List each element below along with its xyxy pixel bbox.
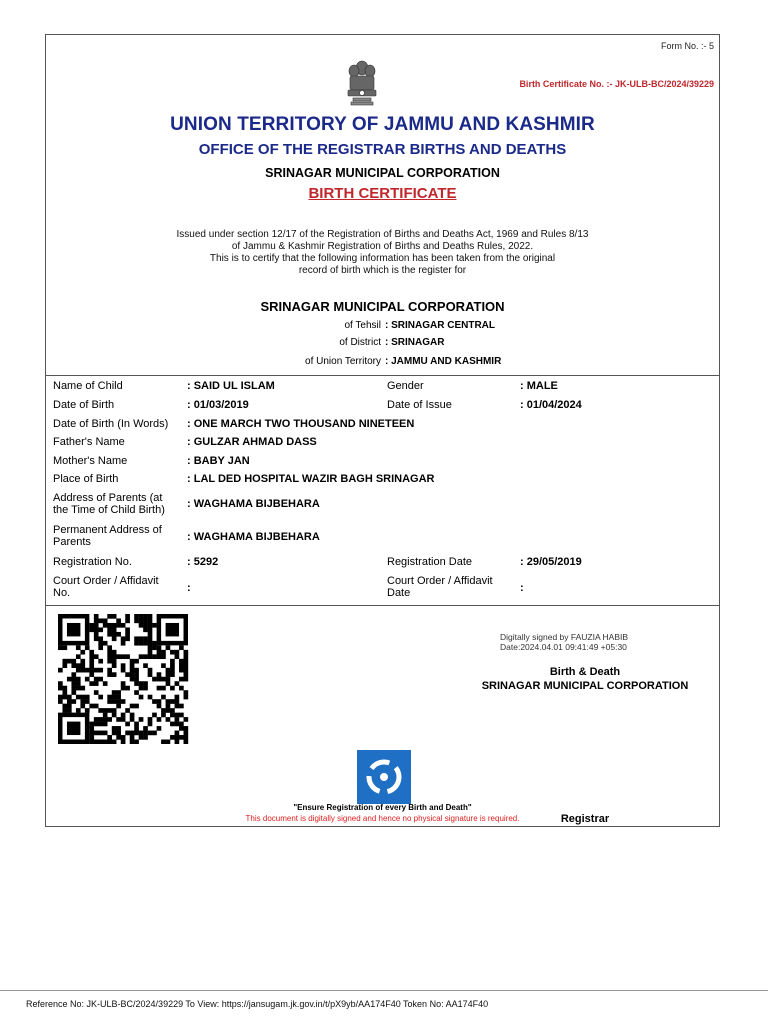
- ut-title: UNION TERRITORY OF JAMMU AND KASHMIR: [170, 114, 595, 135]
- ut-label: of Union Territory: [305, 356, 381, 367]
- doi-value: : 01/04/2024: [520, 399, 582, 411]
- tehsil-label: of Tehsil: [344, 320, 381, 331]
- ut-row: [45, 356, 720, 372]
- permanent-address-value: : WAGHAMA BIJBEHARA: [187, 531, 320, 543]
- dob-words-value: : ONE MARCH TWO THOUSAND NINETEEN: [187, 418, 415, 430]
- pob-label: Place of Birth: [53, 473, 119, 485]
- pob-value: : LAL DED HOSPITAL WAZIR BAGH SRINAGAR: [187, 473, 435, 485]
- details-table: [45, 375, 720, 606]
- ut-value: : JAMMU AND KASHMIR: [385, 356, 502, 367]
- gender-label: Gender: [387, 380, 424, 392]
- issued-line: This is to certify that the following information has been taken from the original: [209, 253, 556, 264]
- address-label: [53, 492, 165, 516]
- mother-label: Mother's Name: [53, 455, 128, 467]
- issued-statement: [45, 229, 720, 277]
- district-value: : SRINAGAR: [385, 337, 445, 348]
- address-label-line: Address of Parents (at: [53, 492, 163, 504]
- issued-line: record of birth which is the register for: [298, 265, 467, 276]
- registration-no-value: : 5292: [187, 556, 219, 568]
- digital-signature-line: Date:2024.04.01 09:41:49 +05:30: [500, 642, 627, 652]
- court-order-label: [53, 575, 159, 599]
- qr-code-icon[interactable]: [55, 614, 191, 744]
- court-order-label-line: No.: [53, 587, 71, 599]
- father-value: : GULZAR AHMAD DASS: [187, 436, 317, 448]
- office-title: OFFICE OF THE REGISTRAR BIRTHS AND DEATHS: [198, 141, 567, 158]
- permanent-address-label: [53, 524, 162, 548]
- mother-value: : BABY JAN: [187, 455, 250, 467]
- register-corporation: SRINAGAR MUNICIPAL CORPORATION: [260, 299, 505, 314]
- address-value: : WAGHAMA BIJBEHARA: [187, 498, 320, 510]
- dob-words-label: Date of Birth (In Words): [53, 418, 169, 430]
- digital-signature-line: Digitally signed by FAUZIA HABIB: [500, 632, 629, 642]
- form-number: Form No. :- 5: [660, 41, 714, 51]
- court-order-value: :: [187, 582, 191, 594]
- registration-no-label: Registration No.: [53, 556, 132, 568]
- name-label: Name of Child: [53, 380, 123, 392]
- dob-label: Date of Birth: [53, 399, 115, 411]
- name-value: : SAID UL ISLAM: [187, 380, 275, 392]
- birth-death-label: Birth & Death: [549, 666, 621, 678]
- permanent-address-label-line: Permanent Address of: [53, 524, 162, 536]
- tehsil-row: [45, 320, 720, 336]
- digital-note: This document is digitally signed and hence no physical signature is required.: [245, 814, 520, 823]
- footer-divider: [0, 990, 768, 991]
- address-label-line: the Time of Child Birth): [53, 504, 165, 516]
- father-label: Father's Name: [53, 436, 125, 448]
- permanent-address-label-line: Parents: [53, 536, 91, 548]
- certificate-title: BIRTH CERTIFICATE: [308, 185, 457, 202]
- court-order-date-label-line: Date: [387, 587, 411, 599]
- court-order-date-value: :: [520, 582, 524, 594]
- district-row: [45, 337, 720, 353]
- court-order-date-label: [387, 575, 493, 599]
- court-order-label-line: Court Order / Affidavit: [53, 575, 159, 587]
- dob-value: : 01/03/2019: [187, 399, 249, 411]
- court-order-date-label-line: Court Order / Affidavit: [387, 575, 493, 587]
- certificate-number: Birth Certificate No. :- JK-ULB-BC/2024/39229: [519, 79, 714, 89]
- issued-line: of Jammu & Kashmir Registration of Births and Deaths Rules, 2022.: [231, 241, 534, 252]
- doi-label: Date of Issue: [387, 399, 452, 411]
- registration-date-value: : 29/05/2019: [520, 556, 582, 568]
- issued-line: Issued under section 12/17 of the Registration of Births and Deaths Act, 1969 and Rules 8/13: [176, 229, 589, 240]
- reference-footer[interactable]: Reference No: JK-ULB-BC/2024/39229 To View: https://jansugam.jk.gov.in/t/pX9yb/AA174F40 Token No: AA174F40: [26, 999, 489, 1009]
- slogan: "Ensure Registration of every Birth and Death": [293, 803, 472, 812]
- digital-signature: [500, 632, 628, 652]
- national-emblem-icon: [343, 58, 381, 108]
- registration-logo-icon: [357, 750, 411, 804]
- registration-date-label: Registration Date: [387, 556, 472, 568]
- registrar-label: Registrar: [560, 813, 610, 825]
- tehsil-value: : SRINAGAR CENTRAL: [385, 320, 495, 331]
- gender-value: : MALE: [520, 380, 558, 392]
- corporation-title: SRINAGAR MUNICIPAL CORPORATION: [265, 166, 500, 180]
- district-label: of District: [339, 337, 381, 348]
- signature-corporation: SRINAGAR MUNICIPAL CORPORATION: [481, 680, 689, 692]
